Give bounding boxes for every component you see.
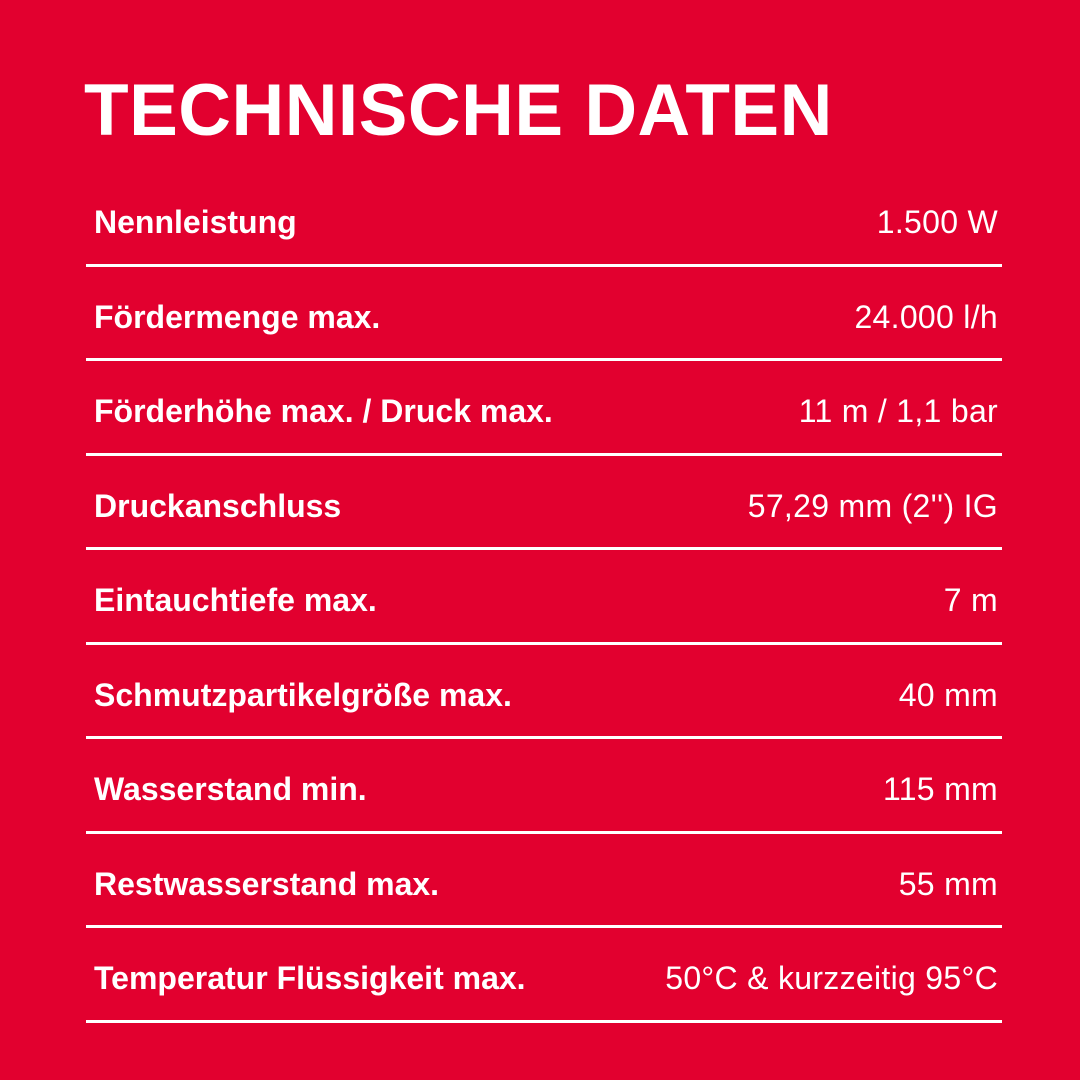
- page-title: TECHNISCHE DATEN: [84, 70, 833, 151]
- spec-row-druckanschluss: [86, 456, 1002, 551]
- spec-value: 115 mm: [882, 771, 998, 808]
- spec-row-restwasserstand: [86, 834, 1002, 929]
- spec-value: 24.000 l/h: [854, 298, 998, 335]
- spec-row-foerderhoehe: [86, 361, 1002, 456]
- spec-row-nennleistung: [86, 172, 1002, 267]
- spec-label: Temperatur Flüssigkeit max.: [94, 960, 526, 997]
- spec-row-foerdermenge: [86, 267, 1002, 362]
- spec-label: Eintauchtiefe max.: [94, 582, 377, 619]
- spec-row-eintauchtiefe: [86, 550, 1002, 645]
- spec-value: 50°C & kurzzeitig 95°C: [665, 960, 998, 997]
- spec-value: 11 m / 1,1 bar: [798, 393, 998, 430]
- spec-value: 1.500 W: [876, 204, 998, 241]
- spec-row-wasserstand: [86, 739, 1002, 834]
- spec-value: 40 mm: [898, 676, 998, 713]
- spec-label: Schmutzpartikelgröße max.: [94, 676, 512, 713]
- spec-value: 7 m: [943, 582, 998, 619]
- spec-value: 55 mm: [898, 865, 998, 902]
- spec-label: Nennleistung: [94, 204, 297, 241]
- spec-value: 57,29 mm (2'') IG: [747, 487, 998, 524]
- spec-row-temperatur: [86, 928, 1002, 1023]
- spec-table: [86, 172, 1002, 1023]
- spec-label: Wasserstand min.: [94, 771, 367, 808]
- spec-row-schmutzpartikel: [86, 645, 1002, 740]
- spec-label: Förderhöhe max. / Druck max.: [94, 393, 553, 430]
- spec-label: Druckanschluss: [94, 487, 342, 524]
- spec-label: Restwasserstand max.: [94, 865, 440, 902]
- spec-label: Fördermenge max.: [94, 298, 381, 335]
